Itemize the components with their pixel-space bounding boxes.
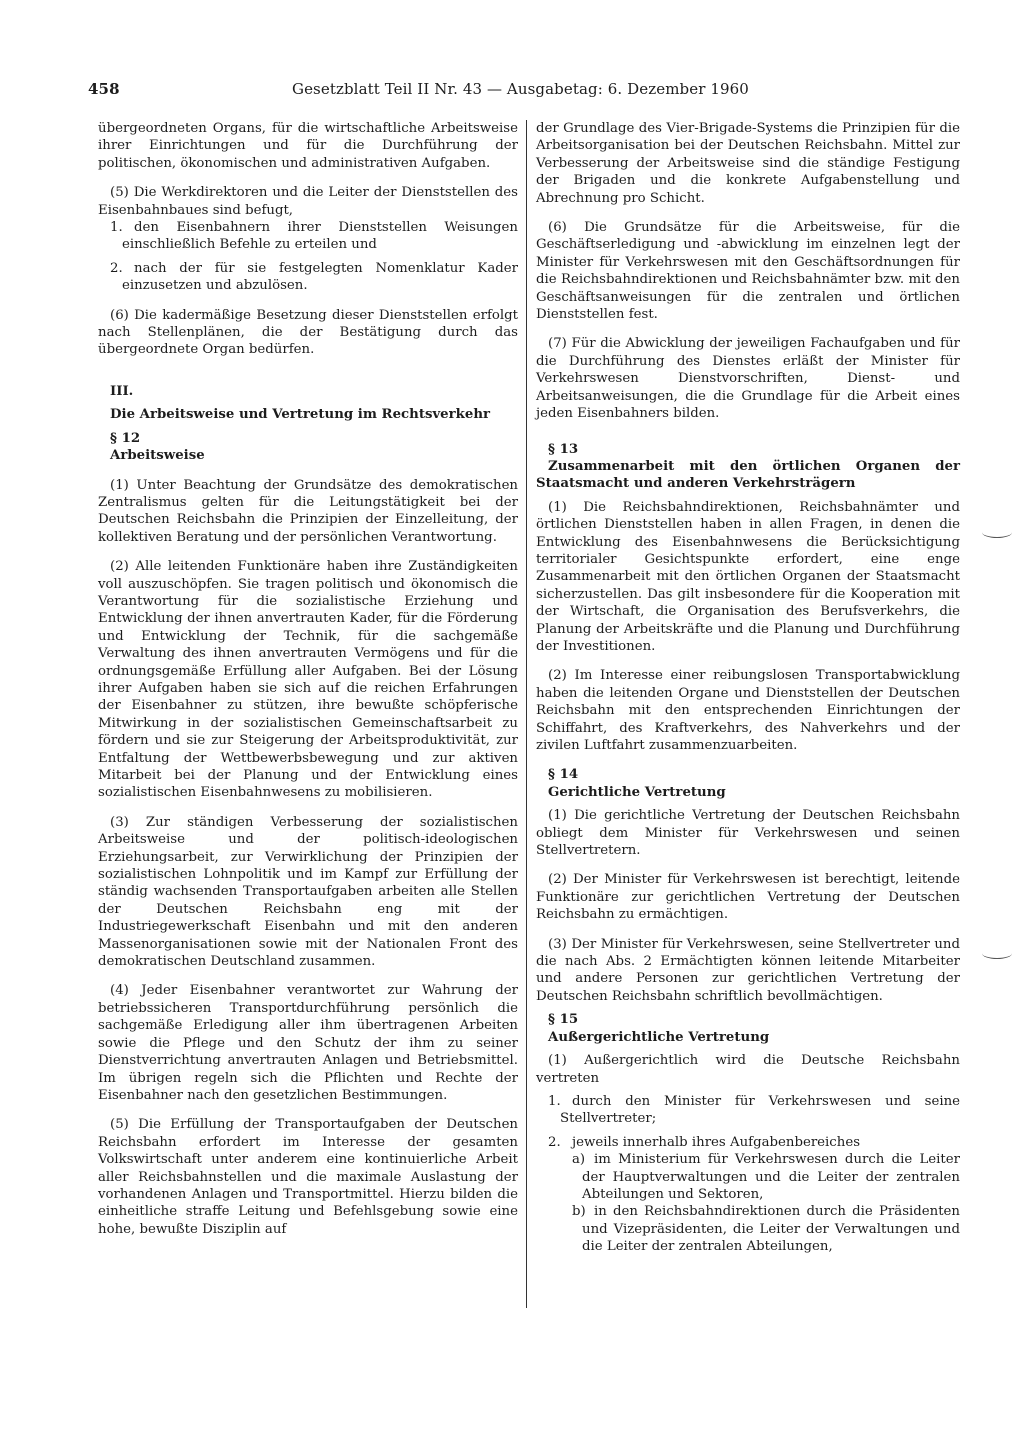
- paragraph-12-number: § 12: [110, 430, 141, 446]
- paragraph-12-6: (6) Die Grundsätze für die Arbeitsweise, für die Geschäftserledigung und -abwicklung im einzelnen legt der Minister für Verkehrswesen mit den Geschäftsordnungen für die Reichsbahndirektionen und Reichsbahnämter bzw. mit den Geschäftsanweisungen für die zentralen und örtlichen Dienststellen fest.: [536, 220, 960, 323]
- right-column: [536, 120, 960, 1256]
- sub-list-item: a) im Ministerium für Verkehrswesen durch die Leiter der Hauptverwaltungen und die Leiter der zentralen Abteilungen und Sektoren,: [572, 1152, 960, 1202]
- paragraph-14-2: (2) Der Minister für Verkehrswesen ist berechtigt, leitende Funktionäre zur gerichtlichen Vertretung der Deutschen Reichsbahn zu ermächtigen.: [536, 872, 960, 923]
- list-item: 2. jeweils innerhalb ihres Aufgabenbereiches: [548, 1134, 861, 1150]
- paragraph-15-1: (1) Außergerichtlich wird die Deutsche Reichsbahn vertreten: [536, 1053, 960, 1086]
- section-title: Die Arbeitsweise und Vertretung im Rechtsverkehr: [110, 407, 490, 423]
- paragraph-12-7: (7) Für die Abwicklung der jeweiligen Fachaufgaben und für die Durchführung des Dienstes erläßt der Minister für Verkehrswesen Dienstvorschriften, Dienst- und Arbeitsanweisungen, die die Grundlage für die Arbeit eines jeden Eisenbahners bilden.: [536, 336, 960, 422]
- list-item: 1. den Eisenbahnern ihrer Dienststellen Weisungen einschließlich Befehle zu erteilen und: [110, 220, 518, 253]
- section-number: III.: [110, 383, 134, 399]
- paragraph-14-3: (3) Der Minister für Verkehrswesen, seine Stellvertreter und die nach Abs. 2 Ermächtigten können leitende Mitarbeiter und andere Personen zur gerichtlichen Vertretung der Deutschen Reichsbahn schriftlich bevollmächtigen.: [536, 936, 960, 1004]
- left-column: [98, 120, 518, 1238]
- paragraph-15-number: § 15: [548, 1012, 579, 1028]
- paragraph-13-2: (2) Im Interesse einer reibungslosen Transportabwicklung haben die leitenden Organe und Dienststellen der Deutschen Reichsbahn mit den entsprechenden Einrichtungen der Schiffahrt, des Kraftverkehrs, des Nahverkehrs und der zivilen Luftfahrt zusammenzuarbeiten.: [536, 668, 960, 753]
- list-item: 1. durch den Minister für Verkehrswesen und seine Stellvertreter;: [548, 1093, 960, 1127]
- header-title: Gesetzblatt Teil II Nr. 43 — Ausgabetag: 6. Dezember 1960: [292, 80, 749, 98]
- paragraph-12-title: Arbeitsweise: [110, 448, 205, 464]
- column-divider: [526, 120, 527, 1308]
- paragraph-14-number: § 14: [548, 767, 579, 783]
- continuation-paragraph: der Grundlage des Vier-Brigade-Systems die Prinzipien für die Arbeitsorganisation bei der Deutschen Reichsbahn. Mittel zur Verbesserung der Arbeitsweise sind die ständige Festigung der Brigaden und die konkrete Aufgabenstellung und Abrechnung pro Schicht.: [536, 121, 960, 206]
- paragraph-12-3: (3) Zur ständigen Verbesserung der sozialistischen Arbeitsweise und der politisch-ideologischen Erziehungsarbeit, zur Verwirklichung der Prinzipien der sozialistischen Lohnpolitik und im Kampf zur Erfüllung der ständig wachsenden Transportaufgaben arbeiten alle Stellen der Deutschen Reichsbahn eng mit der Industriegewerkschaft Eisenbahn und mit den anderen Massenorganisationen sowie mit der Nationalen Front des demokratischen Deutschland zusammen.: [98, 814, 518, 970]
- paragraph-14-title: Gerichtliche Vertretung: [548, 784, 726, 800]
- margin-mark: [982, 948, 1012, 959]
- paragraph-6: (6) Die kadermäßige Besetzung dieser Dienststellen erfolgt nach Stellenplänen, die der Bestätigung durch das übergeordnete Organ bedürfen.: [98, 307, 518, 358]
- page-number: 458: [88, 80, 120, 98]
- margin-mark: [982, 527, 1012, 538]
- continuation-paragraph: übergeordneten Organs, für die wirtschaftliche Arbeitsweise ihrer Einrichtungen und für die Durchführung der politischen, ökonomischen und administrativen Aufgaben.: [98, 121, 518, 171]
- paragraph-14-1: (1) Die gerichtliche Vertretung der Deutschen Reichsbahn obliegt dem Minister für Verkehrswesen und seinen Stellvertretern.: [536, 808, 960, 859]
- list-item: 2. nach der für sie festgelegten Nomenklatur Kader einzusetzen und abzulösen.: [110, 260, 518, 294]
- paragraph-13-1: (1) Die Reichsbahndirektionen, Reichsbahnämter und örtlichen Dienststellen haben in allen Fragen, in denen die Entwicklung des Eisenbahnwesens die Berücksichtigung territorialer Gesichtspunkte erfordert, eine enge Zusammenarbeit mit den örtlichen Organen der Staatsmacht sicherzustellen. Das gilt insbesondere für die Kooperation mit der Wirtschaft, die Organisation des Berufsverkehrs, die Planung der Arbeitskräfte und die Planung und Durchführung der Investitionen.: [536, 499, 960, 654]
- paragraph-12-2: (2) Alle leitenden Funktionäre haben ihre Zuständigkeiten voll auszuschöpfen. Sie tragen politisch und ökonomisch die Verantwortung für die sozialistische Erziehung und Entwicklung der ihnen anvertrauten Kader, für die Förderung und Entwicklung der Technik, für die sachgemäße Verwaltung des ihnen anvertrauten Vermögens und für die ordnungsgemäße Erfüllung aller Aufgaben. Bei der Lösung ihrer Aufgaben haben sie sich auf die reichen Erfahrungen der Eisenbahner zu stützen, ihre bewußte schöpferische Mitwirkung in der sozialistischen Gemeinschaftsarbeit zu fördern und sie zur Steigerung der Arbeitsproduktivität, zur Entfaltung der Wettbewerbsbewegung und zur aktiven Mitarbeit bei der Planung und der Entwicklung eines sozialistischen Eisenbahnwesens zu mobilisieren.: [98, 559, 518, 801]
- paragraph-13-number: § 13: [548, 441, 579, 457]
- paragraph-12-4: (4) Jeder Eisenbahner verantwortet zur Wahrung der betriebssicheren Transportdurchführung persönlich die sachgemäße Erledigung aller ihm übertragenen Arbeiten sowie die Pflege und den Schutz der ihm zu seiner Dienstverrichtung anvertrauten Anlagen und Betriebsmittel. Im übrigen regeln sich die Pflichten und Rechte der Eisenbahner nach den gesetzlichen Bestimmungen.: [98, 983, 518, 1103]
- paragraph-12-5: (5) Die Erfüllung der Transportaufgaben der Deutschen Reichsbahn erfordert im Interesse der gesamten Volkswirtschaft unter anderem eine kontinuierliche Arbeit aller Reichsbahnstellen und die maximale Auslastung der vorhandenen Anlagen und Transportmittel. Hierzu bilden die einheitliche straffe Leitung und Befehlsgebung sowie eine hohe, bewußte Disziplin auf: [98, 1117, 518, 1237]
- paragraph-12-1: (1) Unter Beachtung der Grundsätze des demokratischen Zentralismus gelten für die Leitungstätigkeit bei der Deutschen Reichsbahn die Prinzipien der Einzelleitung, der kollektiven Beratung und der persönlichen Verantwortung.: [98, 477, 518, 545]
- paragraph-5-intro: (5) Die Werkdirektoren und die Leiter der Dienststellen des Eisenbahnbaues sind befugt,: [98, 185, 518, 218]
- sub-list-item: b) in den Reichsbahndirektionen durch die Präsidenten und Vizepräsidenten, die Leiter der Verwaltungen und die Leiter der zentralen Abteilungen,: [572, 1204, 960, 1255]
- paragraph-13-title: Zusammenarbeit mit den örtlichen Organen der Staatsmacht und anderen Verkehrsträgern: [536, 458, 960, 492]
- paragraph-15-title: Außergerichtliche Vertretung: [548, 1029, 770, 1045]
- page-header: [88, 80, 960, 104]
